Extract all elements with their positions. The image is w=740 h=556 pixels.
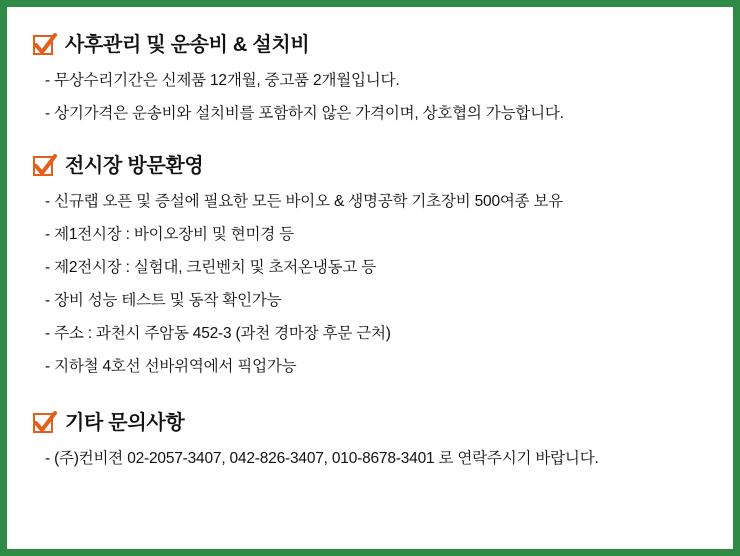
body-line: - 신규랩 오픈 및 증설에 필요한 모든 바이오 & 생명공학 기초장비 500여종 보유 <box>45 193 564 211</box>
section-body <box>33 447 707 471</box>
body-line: - 주소 : 과천시 주암동 452-3 (과천 경마장 후문 근처) <box>45 325 391 343</box>
body-line: - (주)컨비젼 02-2057-3407, 042-826-3407, 010-8678-3401 로 연락주시기 바랍니다. <box>45 450 599 468</box>
check-mark-icon <box>33 413 53 433</box>
section-header <box>33 411 707 435</box>
section-header <box>33 154 707 178</box>
body-line: - 제1전시장 : 바이오장비 및 현미경 등 <box>45 226 294 244</box>
body-line: - 무상수리기간은 신제품 12개월, 중고품 2개월입니다. <box>45 72 400 89</box>
section-header <box>33 33 707 57</box>
section-after-service <box>33 33 707 126</box>
section-showroom-visit <box>33 154 707 379</box>
check-mark-icon <box>33 35 53 55</box>
body-line: - 장비 성능 테스트 및 동작 확인가능 <box>45 292 282 310</box>
body-line: - 지하철 4호선 선바위역에서 픽업가능 <box>45 358 297 376</box>
section-title: 전시장 방문환영 <box>65 155 204 178</box>
body-line: - 상기가격은 운송비와 설치비를 포함하지 않은 가격이며, 상호협의 가능합니다. <box>45 105 564 123</box>
body-line: - 제2전시장 : 실험대, 크린벤치 및 초저온냉동고 등 <box>45 259 377 277</box>
check-mark-icon <box>33 156 53 176</box>
section-title: 기타 문의사항 <box>65 412 185 435</box>
section-title: 사후관리 및 운송비 & 설치비 <box>65 34 310 56</box>
section-body <box>33 190 707 379</box>
section-body <box>33 69 707 126</box>
section-other-inquiries <box>33 411 707 471</box>
